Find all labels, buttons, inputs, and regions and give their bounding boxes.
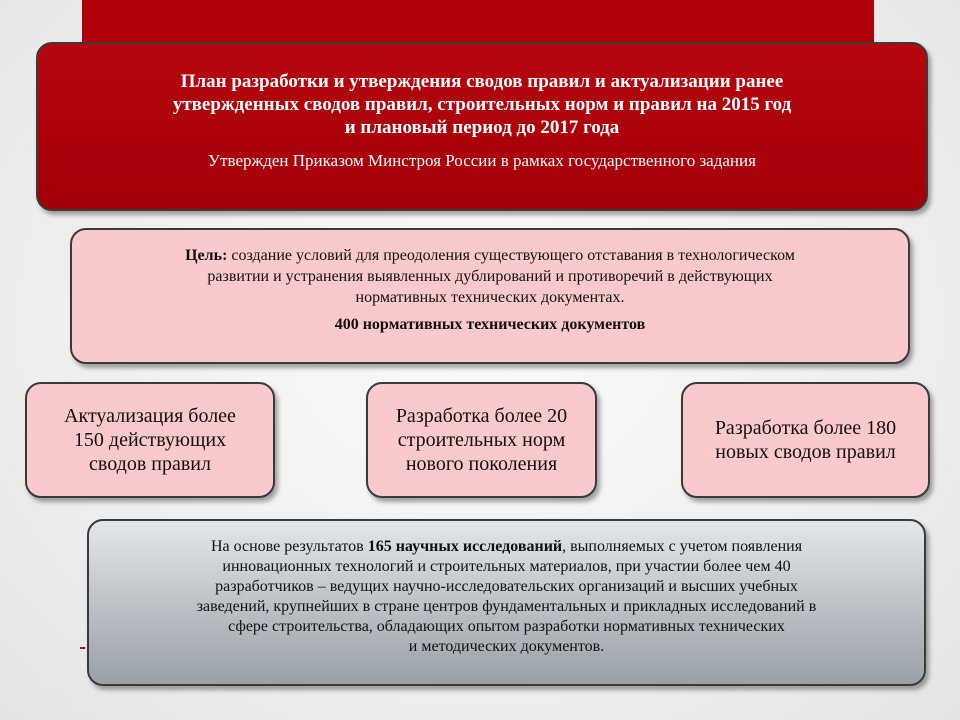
research-line-2: инновационных технологий и строительных материалов, при участии более чем 40 bbox=[222, 558, 791, 575]
top-decorative-bar bbox=[82, 0, 874, 44]
card-actualization-line-1: Актуализация более bbox=[64, 405, 236, 427]
card-actualization bbox=[25, 382, 275, 498]
plan-title-line-2: утвержденных сводов правил, строительных норм и правил на 2015 год bbox=[172, 94, 792, 115]
card-actualization-line-3: сводов правил bbox=[89, 453, 211, 475]
research-line-5: сфере строительства, обладающих опытом разработки нормативных технических bbox=[228, 618, 785, 635]
research-line-3: разработчиков – ведущих научно-исследовательских организаций и высших учебных bbox=[215, 578, 798, 595]
card-new-codes-text bbox=[715, 416, 896, 464]
card-actualization-text bbox=[64, 404, 236, 476]
goal-text-line-2: развитии и устранения выявленных дублирований и противоречий в действующих bbox=[207, 268, 773, 285]
card-building-norms-line-1: Разработка более 20 bbox=[395, 405, 568, 427]
goal-text-line-1: создание условий для преодоления существующего отставания в технологическом bbox=[227, 247, 795, 264]
research-box bbox=[87, 519, 926, 686]
card-new-codes-line-2: новых сводов правил bbox=[715, 441, 896, 463]
plan-header-box bbox=[36, 42, 928, 211]
card-new-codes-line-1: Разработка более 180 bbox=[714, 417, 897, 439]
card-building-norms-text bbox=[396, 404, 567, 476]
card-building-norms-line-2: строительных норм bbox=[397, 429, 566, 451]
card-actualization-line-2: 150 действующих bbox=[73, 429, 227, 451]
plan-title-line-1: План разработки и утверждения сводов правил и актуализации ранее bbox=[180, 71, 784, 92]
card-new-codes bbox=[681, 382, 930, 498]
research-prefix: На основе результатов bbox=[210, 538, 368, 555]
decorative-dash bbox=[80, 647, 85, 649]
plan-title bbox=[68, 70, 896, 139]
plan-title-line-3: и плановый период до 2017 года bbox=[344, 117, 620, 138]
card-building-norms bbox=[366, 382, 597, 498]
research-highlight: 165 научных исследований bbox=[367, 538, 563, 555]
goal-total-documents: 400 нормативных технических документов bbox=[334, 316, 646, 333]
research-line-4: заведений, крупнейших в стране центров фундаментальных и прикладных исследований в bbox=[196, 598, 817, 615]
plan-subtitle: Утвержден Приказом Минстроя России в рамках государственного задания bbox=[208, 151, 756, 170]
goal-box bbox=[70, 228, 910, 364]
card-building-norms-line-3: нового поколения bbox=[405, 453, 558, 475]
goal-description bbox=[92, 245, 888, 308]
goal-text-line-3: нормативных технических документах. bbox=[355, 289, 625, 306]
research-line-1 bbox=[109, 537, 904, 557]
research-line-1-rest: , выполняемых с учетом появления bbox=[562, 538, 803, 555]
research-line-6: и методических документов. bbox=[408, 638, 605, 655]
goal-label: Цель: bbox=[185, 247, 228, 264]
goal-line-1 bbox=[92, 245, 888, 266]
